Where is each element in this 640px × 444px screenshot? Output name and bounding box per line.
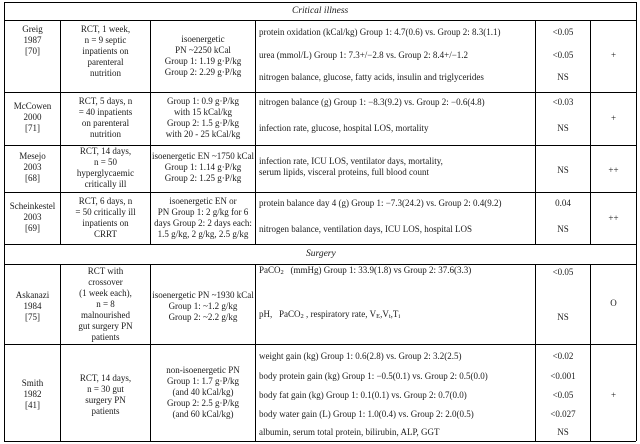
outcome-text: body protein gain (kg) Group 1: −0.5(0.1) vs. Group 2: 0.5(0.0) [259,371,488,381]
column-rule [590,264,591,441]
study-design: RCT, 14 days, n = 50 hyperglycaemic critically ill [76,146,135,189]
p-value: NS [557,224,569,234]
study-intervention: isoenergetic EN or PN Group 1: 2 g/kg for 6 days Group 2: 2 days each: 1.5 g/kg, 2 g/kg, 2.5 g/kg [154,196,252,239]
quality-rating: + [610,390,617,400]
outcome-text: infection rate, ICU LOS, ventilator days, mortality, serum lipids, visceral proteins, full blood count [259,156,443,177]
quality-rating: O [610,298,617,308]
outcome-text: weight gain (kg) Group 1: 0.6(2.8) vs. Group 2: 3.2(2.5) [259,351,462,361]
study-author: Mesejo 2003 [68] [19,151,46,183]
outcome-text: body water gain (L) Group 1: 1.0(0.4) vs. Group 2: 2.0(0.5) [259,409,474,419]
row-divider [4,92,636,93]
row-divider [4,244,636,245]
study-design: RCT, 14 days, n = 30 gut surgery PN patients [79,373,132,416]
outcome-text: nitrogen balance, glucose, fatty acids, insulin and triglycerides [259,72,484,82]
study-intervention: Group 1: 0.9 g·P/kg with 15 kCal/kg Group 2: 1.5 g·P/kg with 20 - 25 kCal/kg [165,96,241,139]
study-design: RCT, 5 days, n = 40 inpatients on parenteral nutrition [78,96,133,139]
study-intervention: isoenergetic EN ~1750 kCal Group 1: 1.14 g·P/kg Group 2: 1.25 g·P/kg [152,151,254,183]
quality-rating: + [610,50,617,60]
p-value: NS [557,123,569,133]
outcome-text: urea (mmol/L) Group 1: 7.3+/−2.8 vs. Group 2: 8.4+/−1.2 [259,50,469,60]
outcome-text: infection rate, glucose, hospital LOS, mortality [259,123,429,133]
column-rule [255,20,256,244]
study-design: RCT with crossover (1 week each), n = 8 malnourished gut surgery PN patients [78,266,133,342]
row-divider [4,20,636,21]
column-rule [255,264,256,441]
study-author: Smith 1982 [41] [21,378,44,410]
p-value: <0.03 [552,97,574,107]
quality-rating: + [610,113,617,123]
study-author: Scheinkestel 2003 [69] [9,201,56,233]
p-value: 0.04 [555,198,571,208]
p-value: NS [557,312,569,322]
p-value: <0.001 [550,371,576,381]
study-design: RCT, 6 days, n = 50 critically ill inpatients on CRRT [75,196,136,239]
outcome-text: pH, PaCO$_2$ , respiratory rate, $V_E,V_t,T_i$ [259,309,401,320]
p-value: <0.02 [552,351,574,361]
p-value: <0.027 [550,409,576,419]
section-heading-critical-illness: Critical illness [292,6,349,16]
p-value: NS [557,427,569,437]
study-author: Askanazi 1984 [75] [15,290,50,322]
quality-rating: ++ [608,213,619,223]
row-divider [4,192,636,193]
p-value: <0.05 [552,390,574,400]
outcome-text: protein oxidation (kCal/kg) Group 1: 4.7(0.6) vs. Group 2: 8.3(1.1) [259,27,501,37]
p-value: NS [557,165,569,175]
table-bottom-rule [4,441,636,442]
study-author: Greig 1987 [70] [22,24,43,56]
study-intervention: isoenergetic PN ~1930 kCal Group 1: ~1.2 g/kg Group 2: ~2.2 g/kg [152,290,254,322]
p-value: <0.05 [552,50,574,60]
study-author: McCowen 2000 [71] [13,101,52,133]
outcome-text: nitrogen balance, ventilation days, ICU LOS, hospital LOS [259,224,472,234]
outcome-text: PaCO$_2$ (mmHg) Group 1: 33.9(1.8) vs Group 2: 37.6(3.3) [259,265,472,276]
p-value: NS [557,72,569,82]
study-intervention: non-isoenergetic PN Group 1: 1.7 g·P/kg (and 40 kCal/kg) Group 2: 2.5 g·P/kg (and 60 kCal/kg) [166,365,240,419]
study-design: RCT, 1 week, n = 9 septic inpatients on parenteral nutrition [80,24,131,78]
column-rule [636,2,637,441]
row-divider [4,344,636,345]
section-heading-surgery: Surgery [306,249,336,259]
outcome-text: protein balance day 4 (g) Group 1: −7.3(24.2) vs. Group 2: 0.4(9.2) [259,198,502,208]
outcome-text: nitrogen balance (g) Group 1: −8.3(9.2) vs. Group 2: −0.6(4.8) [259,97,485,107]
p-value: <0.05 [552,27,574,37]
outcome-text: albumin, serum total protein, bilirubin, ALP, GGT [259,427,440,437]
quality-rating: ++ [608,165,619,175]
study-intervention: isoenergetic PN ~2250 kCal Group 1: 1.19 g·P/kg Group 2: 2.29 g·P/kg [164,34,242,77]
outcome-text: body fat gain (kg) Group 1: 0.1(0.1) vs. Group 2: 0.7(0.0) [259,390,467,400]
table-top-rule [4,2,636,3]
p-value: <0.05 [552,267,574,277]
